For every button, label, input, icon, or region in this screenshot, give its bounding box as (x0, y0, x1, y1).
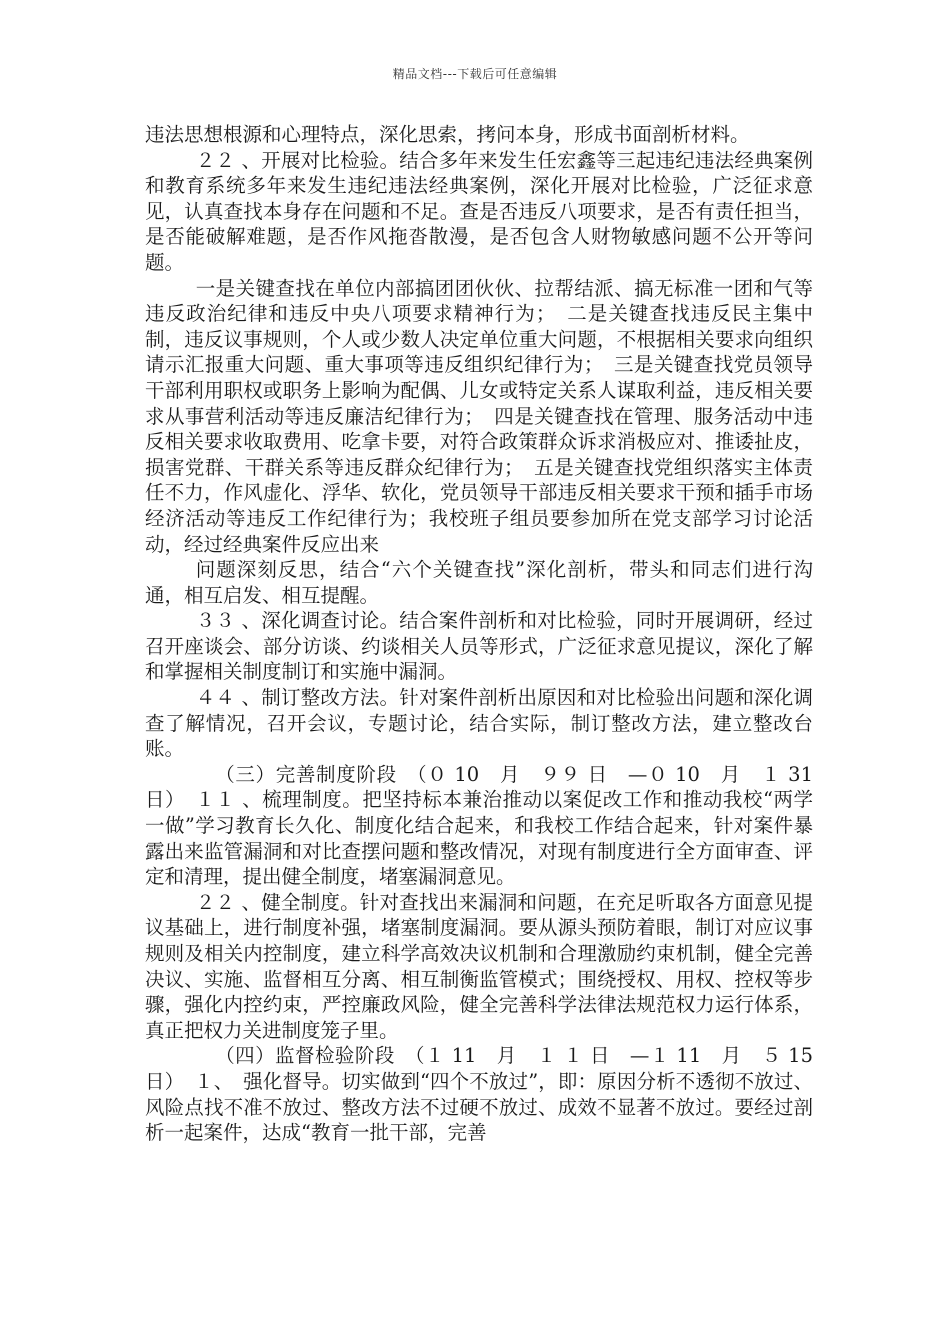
paragraph-3: 一是关键查找在单位内部搞团团伙伙、拉帮结派、搞无标准一团和气等违反政治纪律和违反中央八项要求精神行为； 二是关键查找违反民主集中制，违反议事规则，个人或少数人决定单位重大问题，不根据相关要求向组织请示汇报重大问题、重大事项等违反组织纪律行为； 三是关键查找党员领导干部利用职权或职务上影响为配偶、儿女或特定关系人谋取利益，违反相关要求从事营利活动等违反廉洁纪律行为； 四是关键查找在管理、服务活动中违反相关要求收取费用、吃拿卡要，对符合政策群众诉求消极应对、推诿扯皮，损害党群、干群关系等违反群众纪律行为； 五是关键查找党组织落实主体责任不力，作风虚化、浮华、软化，党员领导干部违反相关要求干预和插手市场经济活动等违反工作纪律行为；我校班子组员要参加所在党支部学习讨论活动，经过经典案件反应出来 (145, 276, 813, 556)
paragraph-1: 违法思想根源和心理特点，深化思索，拷问本身，形成书面剖析材料。 (145, 123, 750, 146)
paragraph-7: （三）完善制度阶段 （０ 10 月 ９９ 日 —０ 10 月 １ 31 日） １１ 、梳理制度。把坚持标本兼治推动以案促改工作和推动我校“两学一做”学习教育长久化、制度化结合起来，和我校工作结合起来，针对案件暴露出来监管漏洞和对比查摆问题和整改情况，对现有制度进行全方面审查、评定和清理，提出健全制度，堵塞漏洞意见。 (145, 762, 813, 889)
document-body (145, 122, 813, 1146)
paragraph-9: （四）监督检验阶段 （１ 11 月 １ １ 日 —１ 11 月 ５ 15 日） １、 强化督导。切实做到“四个不放过”，即：原因分析不透彻不放过、风险点找不准不放过、整改方法不过硬不放过、成效不显著不放过。要经过剖析一起案件，达成“教育一批干部，完善 (145, 1044, 813, 1145)
paragraph-8: ２２ 、健全制度。针对查找出来漏洞和问题，在充足听取各方面意见提议基础上，进行制度补强，堵塞制度漏洞。要从源头预防着眼，制订对应议事规则及相关内控制度，建立科学高效决议机制和合理激励约束机制，健全完善决议、实施、监督相互分离、相互制衡监管模式；围绕授权、用权、控权等步骤，强化内控约束，严控廉政风险，健全完善科学法律法规范权力运行体系，真正把权力关进制度笼子里。 (145, 890, 813, 1042)
paragraph-2: ２２ 、开展对比检验。结合多年来发生任宏鑫等三起违纪违法经典案例和教育系统多年来发生违纪违法经典案例，深化开展对比检验，广泛征求意见，认真查找本身存在问题和不足。查是否违反八项要求，是否有责任担当，是否能破解难题，是否作风拖沓散漫，是否包含人财物敏感问题不公开等问题。 (145, 148, 813, 274)
page-header: 精品文档---下载后可任意编辑 (392, 67, 558, 81)
paragraph-4: 问题深刻反思，结合“六个关键查找”深化剖析，带头和同志们进行沟通，相互启发、相互提醒。 (145, 558, 813, 607)
paragraph-6: ４４ 、制订整改方法。针对案件剖析出原因和对比检验出问题和深化调查了解情况，召开会议，专题讨论，结合实际，制订整改方法，建立整改台账。 (145, 686, 813, 761)
paragraph-5: ３３ 、深化调查讨论。结合案件剖析和对比检验，同时开展调研，经过召开座谈会、部分访谈、约谈相关人员等形式，广泛征求意见提议，深化了解和掌握相关制度制订和实施中漏洞。 (145, 609, 813, 684)
